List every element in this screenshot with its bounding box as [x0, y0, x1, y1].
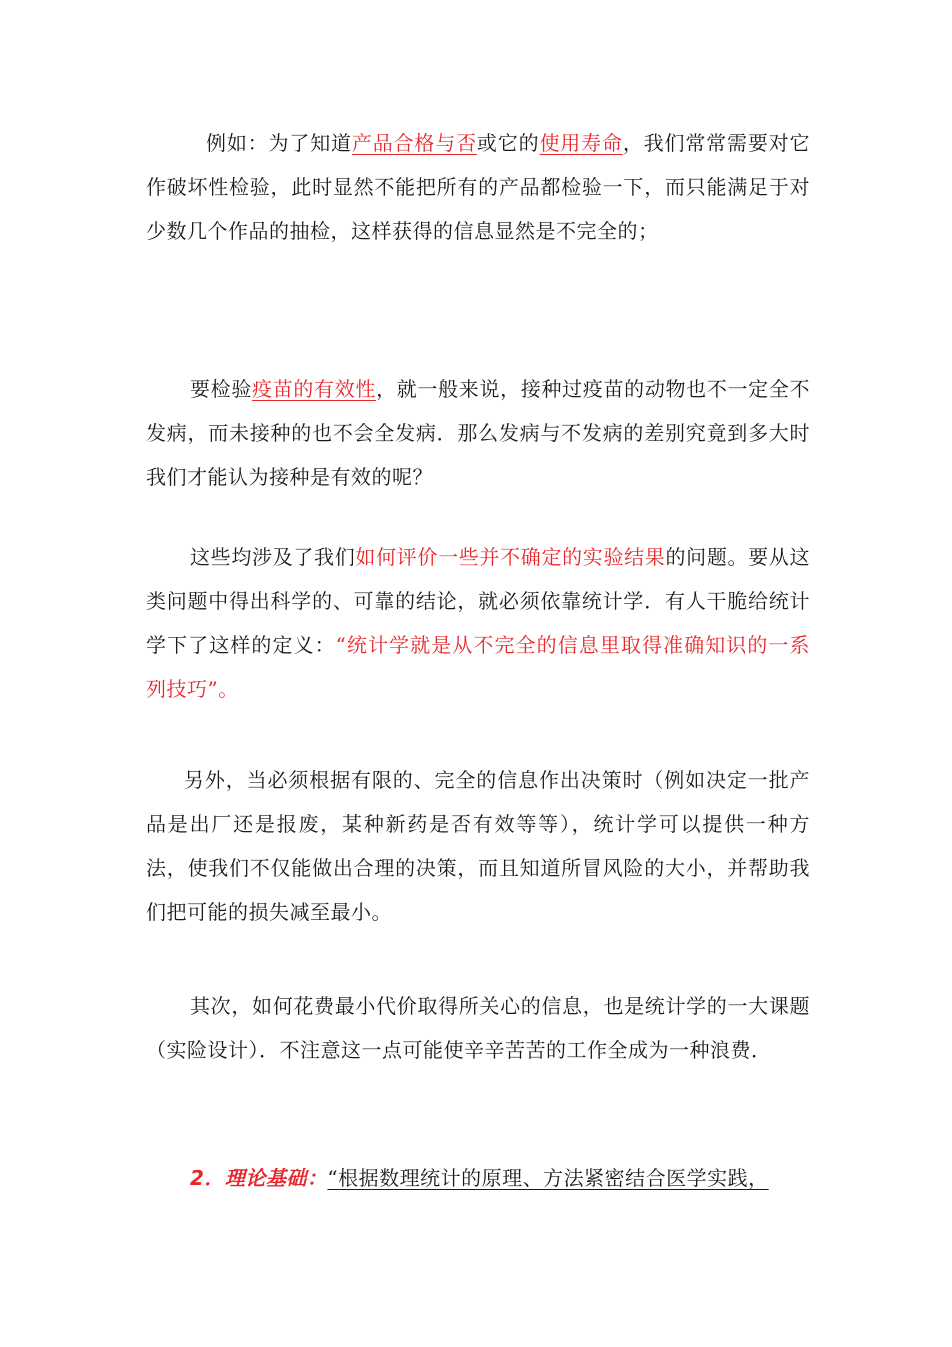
- paragraph-statistics-definition: [146, 535, 810, 711]
- p2-text-1: 要检验: [190, 377, 253, 401]
- p2-text-2: ，就一般来说，接种过疫苗的动物也不一定全不发病，而未接种的也不会全发病．那么发病与不发病的差别究竟到多大时我们才能认为接种是有效的呢？: [146, 377, 811, 489]
- section-theoretical-basis: [146, 1156, 810, 1200]
- p2-highlight-vaccine-effectiveness: 疫苗的有效性: [252, 377, 377, 401]
- paragraph-product-testing: [146, 121, 810, 253]
- p3-text-2: 的问题。要从这类问题中得出科学的、可靠的结论，就必须依靠统计学．有人干脆给统计学下了这样的定义：: [146, 545, 811, 657]
- paragraph-vaccine: [146, 367, 810, 499]
- p1-text-3: ，我们常常需要对它作破坏性检验，此时显然不能把所有的产品都检验一下，而只能满足于对少数几个作品的抽检，这样获得的信息显然是不完全的；: [146, 131, 811, 243]
- section-heading: 2．理论基础：: [190, 1166, 328, 1190]
- p5-text: 其次，如何花费最小代价取得所关心的信息，也是统计学的一大课题（实险设计）．不注意这一点可能使辛辛苦苦的工作全成为一种浪费．: [146, 994, 810, 1062]
- section-quote: “根据数理统计的原理、方法紧密结合医学实践，: [327, 1166, 769, 1190]
- p1-highlight-product-quality: 产品合格与否: [351, 131, 477, 155]
- p4-text: 另外，当必须根据有限的、完全的信息作出决策时（例如决定一批产品是出厂还是报废，某种新药是否有效等等），统计学可以提供一种方法，使我们不仅能做出合理的决策，而且知道所冒风险的大小，并帮助我们把可能的损失减至最小。: [146, 768, 810, 924]
- p1-text-2: 或它的: [476, 131, 540, 155]
- p3-highlight-definition-quote: “统计学就是从不完全的信息里取得准确知识的一系列技巧”。: [146, 633, 811, 701]
- p3-highlight-uncertain-results: 如何评价一些并不确定的实验结果: [355, 545, 666, 569]
- p1-text-1: 例如：为了知道: [206, 131, 352, 155]
- p1-highlight-service-life: 使用寿命: [539, 131, 623, 155]
- paragraph-experimental-design: [146, 984, 810, 1072]
- p3-text-1: 这些均涉及了我们: [190, 545, 356, 569]
- paragraph-decision-making: [146, 758, 810, 934]
